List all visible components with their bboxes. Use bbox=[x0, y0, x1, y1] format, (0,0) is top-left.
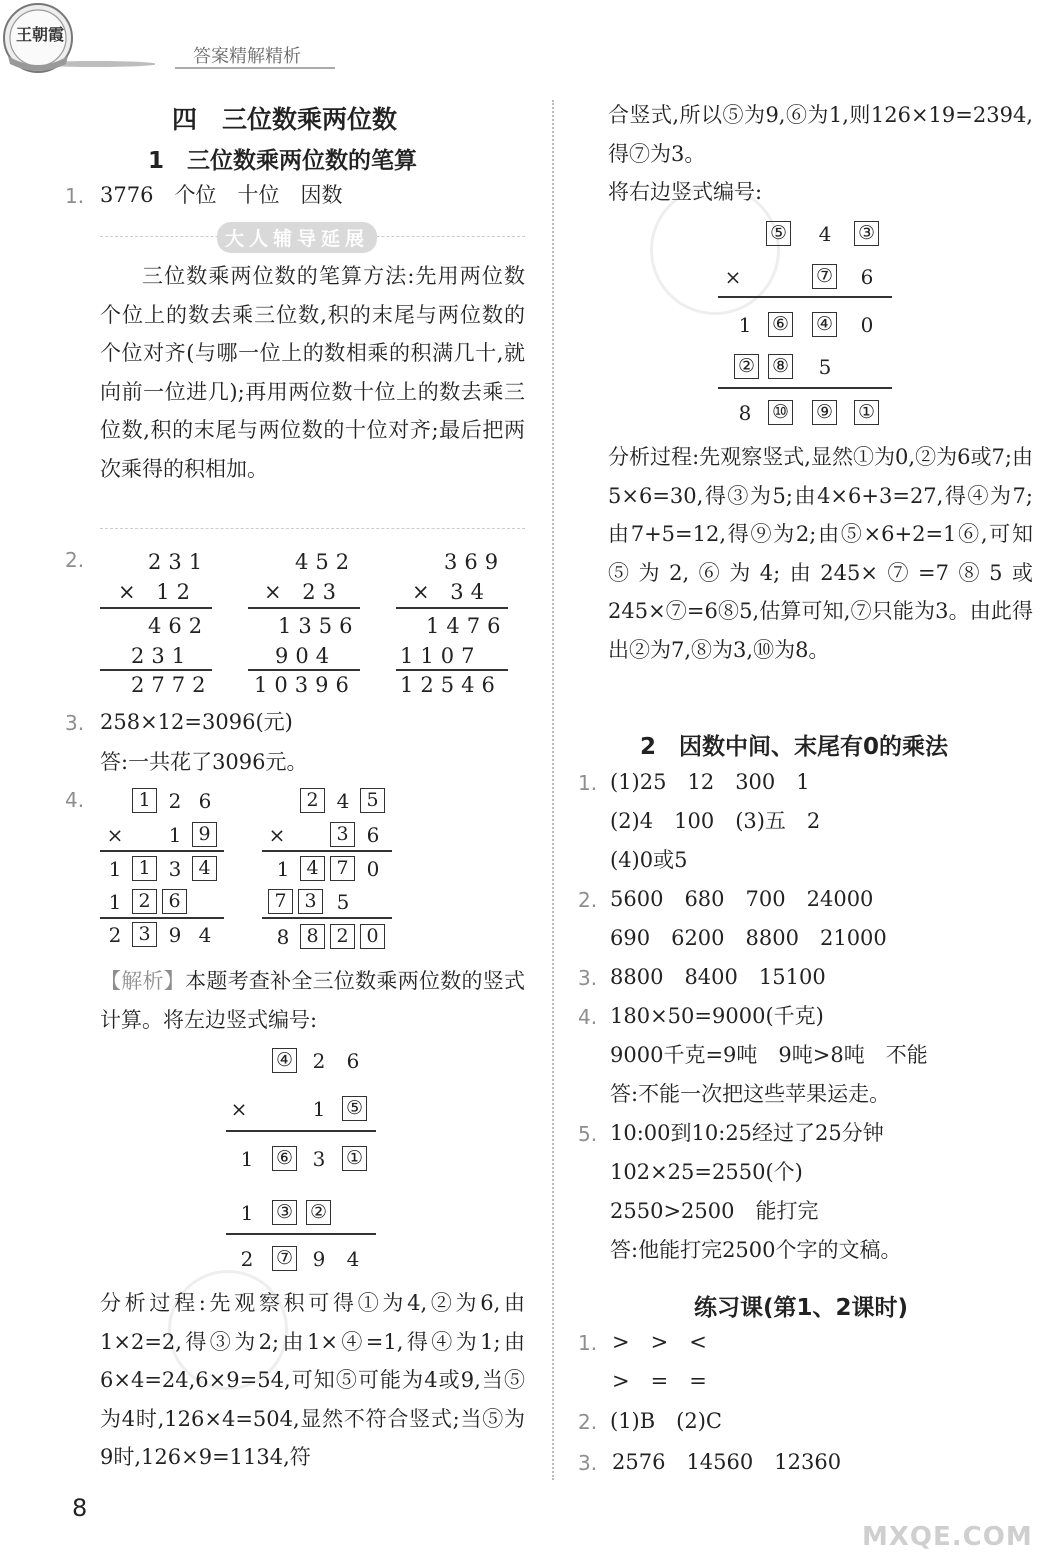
answer-text: (1)B (2)C bbox=[610, 1409, 722, 1433]
answer-text: > > < bbox=[612, 1330, 707, 1354]
question-number: 4. bbox=[578, 1005, 598, 1029]
question-number: 2. bbox=[65, 548, 85, 572]
question-number: 3. bbox=[65, 711, 85, 735]
question-number: 3. bbox=[578, 966, 598, 990]
answer-text: 9000千克=9吨 9吨>8吨 不能 bbox=[610, 1043, 928, 1067]
question-number: 1. bbox=[578, 771, 598, 795]
analysis-text: 合竖式,所以⑤为9,⑥为1,则126×19=2394,得⑦为3。 bbox=[608, 103, 1033, 166]
analysis-tag: 【解析】 bbox=[100, 969, 186, 993]
question-number: 2. bbox=[578, 888, 598, 912]
section-title: 练习课(第1、2课时) bbox=[694, 1295, 909, 1321]
answer-text: 答:他能打完2500个字的文稿。 bbox=[610, 1238, 902, 1262]
column-divider bbox=[552, 100, 554, 1480]
answer-text: 答:不能一次把这些苹果运走。 bbox=[610, 1082, 891, 1106]
question-number: 1. bbox=[65, 184, 85, 208]
answer-text: 2576 14560 12360 bbox=[612, 1450, 842, 1474]
tip-banner: 大人辅导延展 bbox=[217, 222, 377, 253]
answer-text: > = = bbox=[612, 1369, 707, 1393]
answer-text: 2550>2500 能打完 bbox=[610, 1199, 819, 1223]
question-number: 5. bbox=[578, 1122, 598, 1146]
answer-text: 690 6200 8800 21000 bbox=[610, 926, 887, 950]
tip-text: 三位数乘两位数的笔算方法:先用两位数个位上的数去乘三位数,积的末尾与两位数的个位对齐(与哪一位上的数相乘的积满几十,就向前一位进几);再用两位数十位上的数去乘三位数,积的末尾与两位数的十位对齐;最后把两次乘得的积相加。 bbox=[100, 264, 525, 481]
answer-text: 10:00到10:25经过了25分钟 bbox=[610, 1121, 884, 1145]
question-number: 2. bbox=[578, 1410, 598, 1434]
page-number: 8 bbox=[72, 1494, 88, 1522]
analysis-text: 分析过程:先观察积可得①为4,②为6,由1×2=2,得③为2;由1×④=1,得④为1;由6×4=24,6×9=54,可知⑤可能为4或9,当⑤为4时,126×4=504,显然不符合竖式;当⑤为9时,126×9=1134,符 bbox=[100, 1291, 525, 1470]
answer-text: 3776 个位 十位 因数 bbox=[100, 183, 343, 207]
answer-text: 5600 680 700 24000 bbox=[610, 887, 874, 911]
tip-rule bbox=[100, 528, 525, 529]
answer-text: (1)25 12 300 1 bbox=[610, 770, 810, 794]
section-title: 1 三位数乘两位数的笔算 bbox=[148, 148, 418, 174]
analysis-text: 【解析】本题考查补全三位数乘两位数的竖式计算。将左边竖式编号: bbox=[100, 969, 526, 1032]
logo-text: 王朝霞 bbox=[15, 25, 64, 44]
section-title: 2 因数中间、末尾有0的乘法 bbox=[640, 734, 949, 760]
answer-text: 102×25=2550(个) bbox=[610, 1160, 803, 1184]
answer-text: (2)4 100 (3)五 2 bbox=[610, 809, 821, 833]
chapter-title: 四 三位数乘两位数 bbox=[172, 105, 398, 134]
header-underline bbox=[175, 67, 335, 69]
analysis-text: 分析过程:先观察竖式,显然①为0,②为6或7;由5×6=30,得③为5;由4×6+3=27,得④为7;由7+5=12,得⑨为2;由⑤×6+2=1⑥,可知⑤为2,⑥为4;由245×⑦=7⑧5或245×⑦=6⑧5,估算可知,⑦只能为3。由此得出②为7,⑧为3,⑩为8。 bbox=[608, 445, 1033, 662]
header-subtitle: 答案精解精析 bbox=[193, 46, 301, 67]
answer-text: 8800 8400 15100 bbox=[610, 965, 826, 989]
answer-text: 180×50=9000(千克) bbox=[610, 1004, 824, 1028]
analysis-text: 将右边竖式编号: bbox=[608, 180, 763, 204]
watermark-text: MXQE.COM bbox=[862, 1522, 1033, 1552]
answer-text: 258×12=3096(元) bbox=[100, 710, 293, 734]
question-number: 4. bbox=[65, 788, 85, 812]
question-number: 3. bbox=[578, 1451, 598, 1475]
answer-text: (4)0或5 bbox=[610, 848, 688, 872]
answer-text: 答:一共花了3096元。 bbox=[100, 750, 308, 774]
question-number: 1. bbox=[578, 1331, 598, 1355]
